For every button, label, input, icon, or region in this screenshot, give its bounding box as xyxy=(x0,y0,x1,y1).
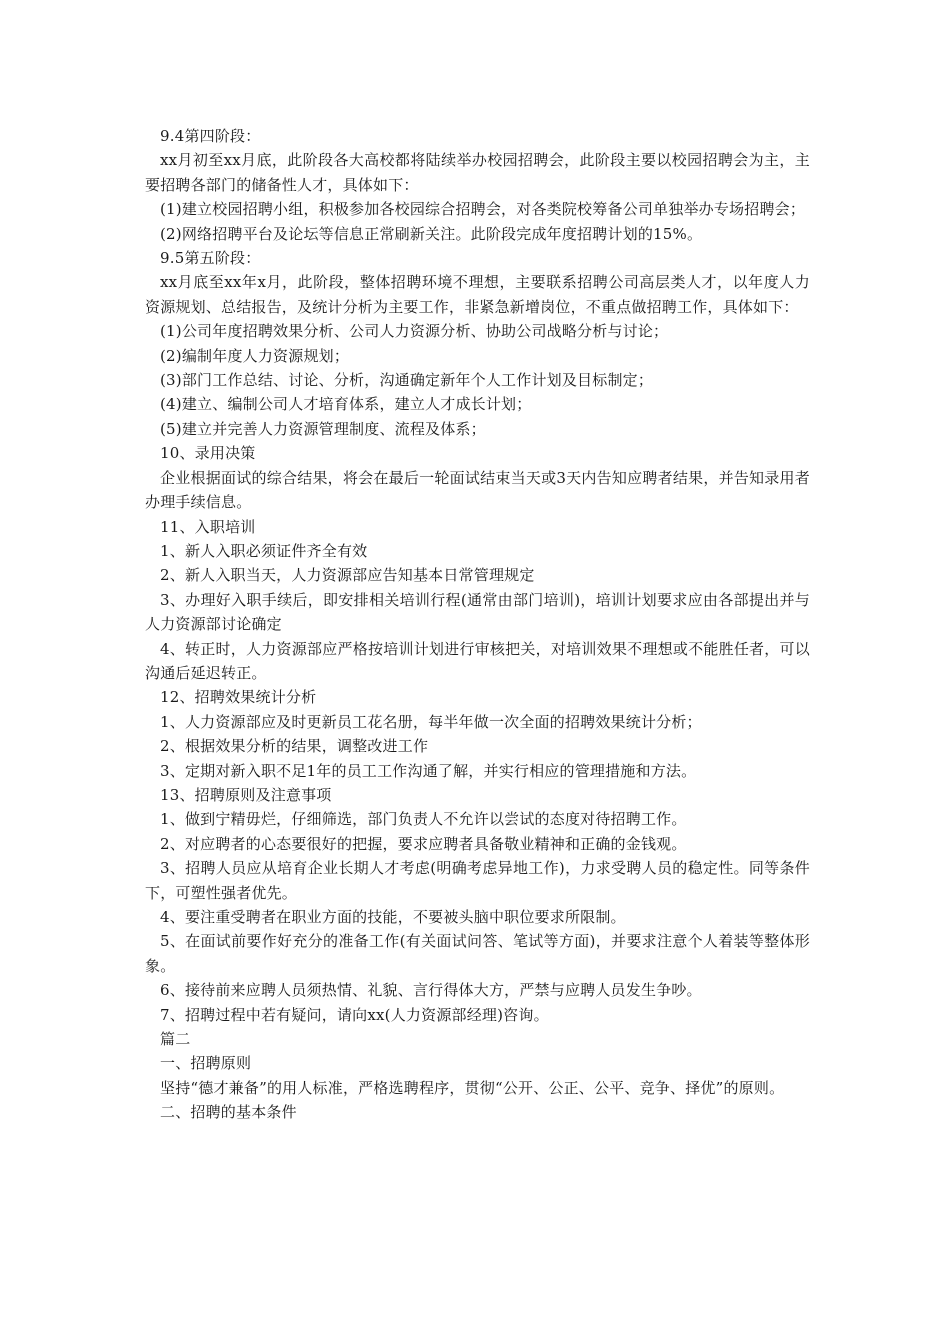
section-heading: 13、招聘原则及注意事项 xyxy=(160,785,332,804)
paragraph: 坚持“德才兼备”的用人标准，严格选聘程序，贯彻“公开、公正、公平、竞争、择优”的原则。 xyxy=(160,1078,785,1097)
list-item: 3、定期对新入职不足1年的员工工作沟通了解，并实行相应的管理措施和方法。 xyxy=(160,761,697,780)
list-item: 2、新人入职当天，人力资源部应告知基本日常管理规定 xyxy=(160,566,535,585)
list-item: (3)部门工作总结、讨论、分析，沟通确定新年个人工作计划及目标制定； xyxy=(160,371,654,390)
paragraph: xx月初至xx月底，此阶段各大高校都将陆续举办校园招聘会，此阶段主要以校园招聘会为主，主要招聘各部门的储备性人才，具体如下： xyxy=(145,151,810,194)
section-heading: 一、招聘原则 xyxy=(160,1054,252,1073)
part-heading: 篇二 xyxy=(160,1030,191,1049)
list-item: (1)公司年度招聘效果分析、公司人力资源分析、协助公司战略分析与讨论； xyxy=(160,322,669,341)
list-item: 4、要注重受聘者在职业方面的技能，不要被头脑中职位要求所限制。 xyxy=(160,908,626,926)
list-item: (5)建立并完善人力资源管理制度、流程及体系； xyxy=(160,419,486,438)
list-item: 3、办理好入职手续后，即安排相关培训行程(通常由部门培训)，培训计划要求应由各部提出并与人力资源部讨论确定 xyxy=(145,590,810,634)
paragraph: 企业根据面试的综合结果，将会在最后一轮面试结束当天或3天内告知应聘者结果，并告知录用者办理手续信息。 xyxy=(145,468,810,512)
section-heading: 二、招聘的基本条件 xyxy=(160,1103,297,1122)
list-item: 7、招聘过程中若有疑问，请向xx(人力资源部经理)咨询。 xyxy=(160,1005,549,1024)
list-item: (2)编制年度人力资源规划； xyxy=(160,346,350,365)
section-heading: 11、入职培训 xyxy=(160,517,256,536)
list-item: 3、招聘人员应从培育企业长期人才考虑(明确考虑异地工作)，力求受聘人员的稳定性。同等条件下，可塑性强者优先。 xyxy=(145,859,810,902)
list-item: (2)网络招聘平台及论坛等信息正常刷新关注。此阶段完成年度招聘计划的15%。 xyxy=(160,224,703,243)
list-item: 1、新人入职必须证件齐全有效 xyxy=(160,541,368,560)
heading-stage-4: 9.4第四阶段： xyxy=(160,127,261,145)
list-item: 1、做到宁精毋烂，仔细筛选，部门负责人不允许以尝试的态度对待招聘工作。 xyxy=(160,810,687,829)
list-item: 2、根据效果分析的结果，调整改进工作 xyxy=(160,737,429,756)
section-heading: 12、招聘效果统计分析 xyxy=(160,688,317,707)
list-item: 1、人力资源部应及时更新员工花名册，每半年做一次全面的招聘效果统计分析； xyxy=(160,712,702,731)
list-item: 2、对应聘者的心态要很好的把握，要求应聘者具备敬业精神和正确的金钱观。 xyxy=(160,834,687,853)
list-item: 5、在面试前要作好充分的准备工作(有关面试问答、笔试等方面)，并要求注意个人着装等整体形象。 xyxy=(145,932,810,975)
list-item: 4、转正时，人力资源部应严格按培训计划进行审核把关，对培训效果不理想或不能胜任者，可以沟通后延迟转正。 xyxy=(145,639,810,682)
section-heading: 10、录用决策 xyxy=(160,444,256,463)
list-item: 6、接待前来应聘人员须热情、礼貌、言行得体大方，严禁与应聘人员发生争吵。 xyxy=(160,981,702,1000)
list-item: (4)建立、编制公司人才培育体系，建立人才成长计划； xyxy=(160,395,532,414)
document-page xyxy=(145,124,810,1125)
heading-stage-5: 9.5第五阶段： xyxy=(160,249,261,268)
paragraph: xx月底至xx年x月，此阶段，整体招聘环境不理想，主要联系招聘公司高层类人才，以年度人力资源规划、总结报告，及统计分析为主要工作，非紧急新增岗位，不重点做招聘工作，具体如下： xyxy=(145,273,810,316)
list-item: (1)建立校园招聘小组，积极参加各校园综合招聘会，对各类院校筹备公司单独举办专场招聘会； xyxy=(160,200,806,219)
